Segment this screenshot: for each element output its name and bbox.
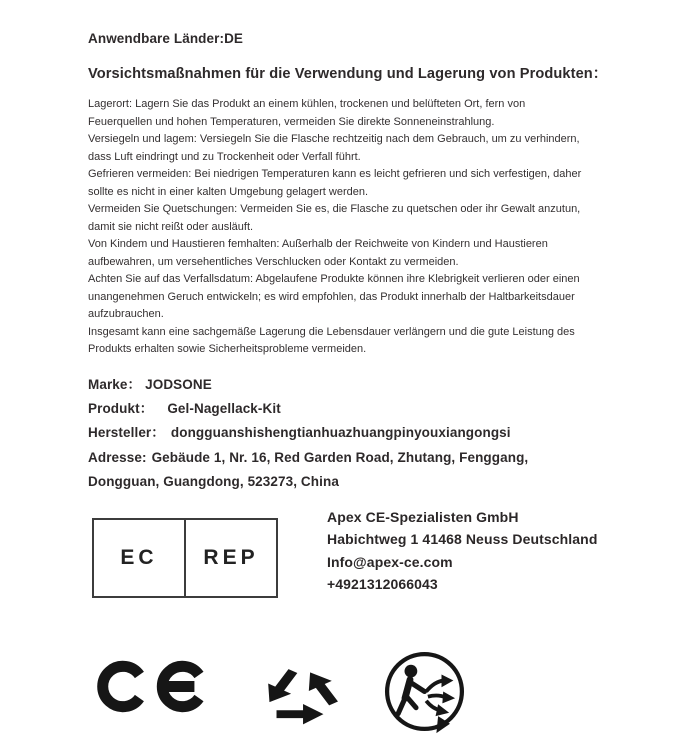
manufacturer-row bbox=[88, 421, 528, 445]
precautions-text bbox=[88, 96, 592, 359]
ec-rep-symbol bbox=[92, 518, 278, 598]
rep-name: Apex CE-Spezialisten GmbH bbox=[327, 509, 519, 525]
precaution-storage-location: Lagerort: Lagern Sie das Produkt an einem kühlen, trockenen und belüfteten Ort, fern von Feuerquellen und hohen Temperaturen, vermeiden Sie direkte Sonneneinstrahlung. bbox=[88, 98, 526, 128]
manufacturer-label: Hersteller： bbox=[88, 425, 165, 441]
applicable-countries-heading: Anwendbare Länder:DE bbox=[88, 31, 244, 46]
brand-row bbox=[88, 373, 528, 397]
rep-email: Info@apex-ce.com bbox=[327, 553, 453, 570]
brand-value: JODSONE bbox=[145, 377, 212, 392]
eu-representative-info bbox=[327, 506, 597, 596]
ec-rep-left-cell: EC bbox=[94, 520, 186, 596]
address-value-1: Gebäude 1, Nr. 16, Red Garden Road, Zhutang, Fenggang, bbox=[151, 449, 529, 465]
product-label: Produkt： bbox=[88, 401, 154, 417]
ce-mark-icon bbox=[95, 659, 215, 719]
triman-icon bbox=[382, 649, 467, 739]
address-row-2 bbox=[88, 470, 528, 494]
address-row-1 bbox=[88, 446, 528, 470]
precaution-avoid-freezing: Gefrieren vermeiden: Bei niedrigen Temperaturen kann es leicht gefrieren und sich verfestigen, daher sollte es nicht in einer kalten Umgebung gelagert werden. bbox=[88, 168, 582, 198]
precaution-expiry-date: Achten Sie auf das Verfallsdatum: Abgelaufene Produkte können ihre Klebrigkeit verlieren oder einen unangenehmen Geruch entwickeln; es wird empfohlen, das Produkt innerhalb der Haltbarkeitsdauer aufzubrauchen. bbox=[88, 273, 580, 320]
precaution-keep-from-children: Von Kindem und Haustieren femhalten: Außerhalb der Reichweite von Kindern und Haustieren aufbewahren, um versehentliches Verschlucken oder Kontakt zu vermeiden. bbox=[88, 238, 548, 268]
brand-label: Marke： bbox=[88, 377, 142, 392]
address-value-2: Dongguan, Guangdong, 523273, China bbox=[88, 473, 339, 489]
precautions-heading: Vorsichtsmaßnahmen für die Verwendung und Lagerung von Produkten： bbox=[88, 66, 608, 82]
precaution-summary: Insgesamt kann eine sachgemäße Lagerung die Lebensdauer verlängern und die gute Leistung des Produkts erhalten sowie Sicherheitsprobleme vermeiden. bbox=[88, 325, 575, 355]
product-info bbox=[88, 373, 528, 494]
precaution-avoid-squeezing: Vermeiden Sie Quetschungen: Vermeiden Sie es, die Flasche zu quetschen oder ihr Gewalt anzutun, damit sie nicht reißt oder ausläuft. bbox=[88, 203, 581, 233]
precaution-seal-and-store: Versiegeln und lagem: Versiegeln Sie die Flasche rechtzeitig nach dem Gebrauch, um zu verhindern, dass Luft eindringt und zu Trockenheit oder Verfall führt. bbox=[88, 133, 580, 163]
product-value: Gel-Nagellack-Kit bbox=[167, 401, 281, 417]
recycling-icon bbox=[250, 651, 352, 734]
rep-address: Habichtweg 1 41468 Neuss Deutschland bbox=[327, 531, 598, 548]
manufacturer-value: dongguanshishengtianhuazhuangpinyouxiangongsi bbox=[170, 425, 511, 441]
product-row bbox=[88, 397, 528, 421]
ec-rep-right-cell: REP bbox=[203, 546, 259, 569]
rep-phone: +4921312066043 bbox=[327, 576, 438, 593]
address-label: Adresse: bbox=[88, 449, 147, 465]
